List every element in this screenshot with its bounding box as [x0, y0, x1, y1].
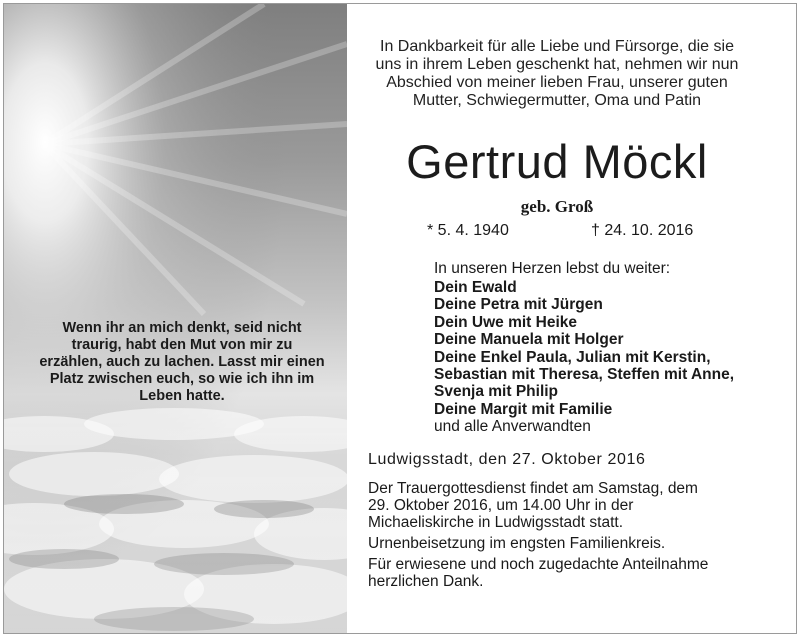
poem-line: erzählen, auch zu lachen. Lasst mir einen [39, 354, 325, 370]
place-date: Ludwigsstadt, den 27. Oktober 2016 [368, 451, 646, 468]
family-line: Sebastian mit Theresa, Steffen mit Anne, [434, 366, 735, 384]
service-line: Michaeliskirche in Ludwigsstadt statt. [368, 514, 624, 531]
intro-line: uns in ihrem Leben geschenkt hat, nehmen wir nun [375, 56, 739, 73]
family-line: Deine Enkel Paula, Julian mit Kerstin, [434, 348, 711, 366]
deceased-name: Gertrud Möckl [406, 135, 708, 188]
thanks-paragraph [368, 556, 788, 590]
poem-line: traurig, habt den Mut von mir zu [71, 337, 293, 353]
service-line: 29. Oktober 2016, um 14.00 Uhr in der [368, 497, 634, 514]
family-line: Deine Petra mit Jürgen [434, 296, 603, 314]
intro-line: In Dankbarkeit für alle Liebe und Fürsorge, die sie [380, 38, 734, 55]
thanks-line: herzlichen Dank. [368, 573, 484, 590]
intro-line: Mutter, Schwiegermutter, Oma und Patin [412, 92, 702, 109]
poem-line: Wenn ihr an mich denkt, seid nicht [62, 320, 302, 336]
family-line: Dein Ewald [434, 279, 517, 296]
service-paragraph [368, 480, 788, 531]
urn-line: Urnenbeisetzung im engsten Familienkreis. [368, 535, 666, 552]
poem [22, 320, 342, 405]
family-list [434, 279, 734, 436]
thanks-line: Für erwiesene und noch zugedachte Anteilnahme [368, 556, 709, 573]
notice-text-column [347, 4, 797, 633]
family-line: Dein Uwe mit Heike [434, 313, 577, 331]
poem-line: Leben hatte. [139, 388, 225, 404]
family-line: Deine Margit mit Familie [434, 400, 613, 418]
family-line: Svenja mit Philip [434, 383, 559, 401]
service-notes [368, 480, 788, 594]
sky-clouds-image [4, 4, 347, 633]
intro-line: Abschied von meiner lieben Frau, unserer guten [386, 74, 728, 91]
intro-text [347, 38, 767, 110]
sun-and-clouds-drawing [4, 4, 347, 633]
family-line: Deine Manuela mit Holger [434, 331, 624, 349]
poem-line: Platz zwischen euch, so wie ich ihn im [49, 371, 315, 387]
hearts-line: In unseren Herzen lebst du weiter: [434, 260, 671, 277]
service-line: Der Trauergottesdienst findet am Samstag, dem [368, 480, 698, 497]
maiden-name: geb. Groß [520, 197, 594, 216]
relatives-line: und alle Anverwandten [434, 418, 591, 436]
death-date: † 24. 10. 2016 [591, 222, 694, 239]
birth-date: * 5. 4. 1940 [427, 222, 509, 239]
